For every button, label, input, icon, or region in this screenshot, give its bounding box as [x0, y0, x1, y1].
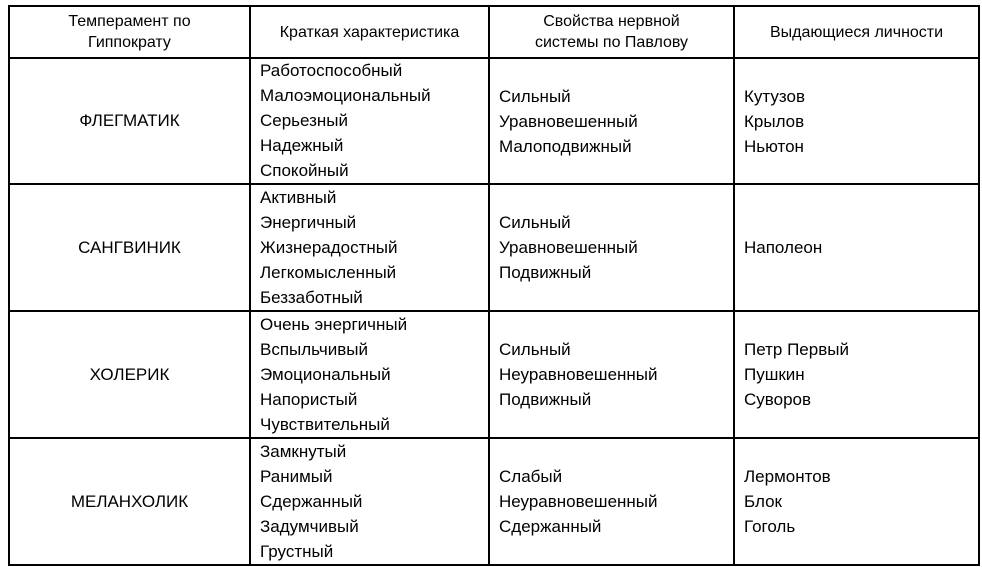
table-row-melancholic	[9, 438, 979, 565]
nervous-item: Сдержанный	[499, 517, 602, 536]
trait-item: Легкомысленный	[260, 263, 397, 282]
people-cell	[734, 311, 979, 438]
nervous-item: Сильный	[499, 86, 571, 106]
table-row-sanguine	[9, 184, 979, 311]
header-temperament-line2: Гиппократу	[88, 34, 171, 51]
header-row	[9, 6, 979, 58]
nervous-cell	[489, 184, 734, 311]
trait-item: Чувствительный	[260, 415, 390, 434]
nervous-item: Сильный	[499, 340, 571, 359]
trait-item: Энергичный	[260, 213, 357, 232]
trait-item: Серьезный	[260, 111, 349, 130]
traits-cell	[250, 58, 489, 184]
nervous-item: Уравновешенный	[499, 238, 638, 257]
trait-item: Надежный	[260, 136, 344, 155]
person-item: Наполеон	[744, 238, 823, 257]
trait-item: Спокойный	[260, 161, 349, 180]
trait-item: Замкнутый	[260, 442, 347, 461]
temperament-cell: МЕЛАНХОЛИК	[9, 438, 250, 565]
nervous-item: Сильный	[499, 213, 571, 232]
trait-item: Грустный	[260, 542, 334, 561]
person-item: Суворов	[744, 390, 812, 409]
nervous-cell	[489, 58, 734, 184]
people-cell	[734, 58, 979, 184]
temperament-cell: ХОЛЕРИК	[9, 311, 250, 438]
nervous-item: Подвижный	[499, 263, 592, 282]
person-item: Крылов	[744, 111, 805, 131]
person-item: Блок	[744, 492, 782, 511]
traits-cell	[250, 311, 489, 438]
table-row-phlegmatic	[9, 58, 979, 184]
person-item: Лермонтов	[744, 467, 831, 486]
person-item: Пушкин	[744, 365, 805, 384]
trait-item: Эмоциональный	[260, 365, 391, 384]
nervous-item: Подвижный	[499, 390, 592, 409]
header-nervous-line1: Свойства нервной	[543, 13, 680, 30]
nervous-cell	[489, 438, 734, 565]
trait-item: Активный	[260, 188, 337, 207]
person-item: Гоголь	[744, 517, 796, 536]
temperament-table	[8, 5, 980, 566]
nervous-item: Неуравновешенный	[499, 492, 658, 511]
trait-item: Очень энергичный	[260, 315, 408, 334]
header-famous-people	[734, 6, 979, 58]
trait-item: Работоспособный	[260, 61, 403, 80]
trait-item: Напористый	[260, 390, 358, 409]
header-nervous-system	[489, 6, 734, 58]
temperament-cell: САНГВИНИК	[9, 184, 250, 311]
header-famous-label: Выдающиеся личности	[769, 23, 944, 41]
trait-item: Беззаботный	[260, 288, 363, 307]
header-nervous-line2: системы по Павлову	[534, 34, 689, 51]
trait-item: Ранимый	[260, 467, 333, 486]
trait-item: Вспыльчивый	[260, 340, 369, 359]
trait-item: Жизнерадостный	[260, 238, 398, 257]
nervous-item: Слабый	[499, 467, 563, 486]
header-temperament-line1: Темперамент по	[68, 13, 191, 30]
traits-cell	[250, 438, 489, 565]
person-item: Ньютон	[744, 136, 804, 156]
header-characteristics	[250, 6, 489, 58]
header-temperament	[9, 6, 250, 58]
table-row-choleric	[9, 311, 979, 438]
header-characteristics-label: Краткая характеристика	[279, 23, 460, 41]
trait-item: Задумчивый	[260, 517, 359, 536]
person-item: Кутузов	[744, 86, 805, 106]
person-item: Петр Первый	[744, 340, 849, 359]
nervous-item: Уравновешенный	[499, 111, 638, 131]
trait-item: Сдержанный	[260, 492, 363, 511]
trait-item: Малоэмоциональный	[260, 86, 431, 105]
nervous-item: Малоподвижный	[499, 136, 632, 156]
temperament-cell: ФЛЕГМАТИК	[9, 58, 250, 184]
nervous-cell	[489, 311, 734, 438]
people-cell	[734, 438, 979, 565]
traits-cell	[250, 184, 489, 311]
nervous-item: Неуравновешенный	[499, 365, 658, 384]
people-cell	[734, 184, 979, 311]
